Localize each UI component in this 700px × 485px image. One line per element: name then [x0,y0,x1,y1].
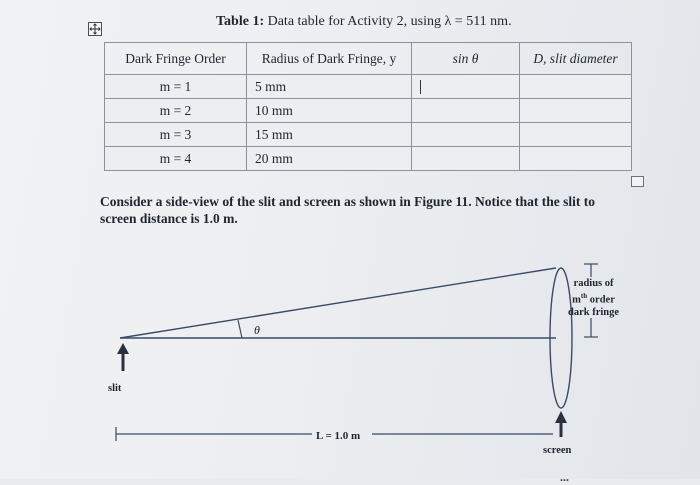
fringe-radius-label [568,278,619,319]
theta-label: θ [254,323,260,337]
slit-arrow-icon [117,343,129,371]
fringe-label-line3: dark fringe [568,306,620,318]
cell-order[interactable]: m = 4 [105,147,247,171]
table-caption-label: Table 1: [216,14,265,29]
header-dark-fringe-order[interactable]: Dark Fringe Order [105,43,247,75]
distance-label: L = 1.0 m [316,430,361,442]
paragraph-line: Consider a side-view of the slit and screen as shown in Figure 11. Notice that the slit to [100,194,595,209]
cutoff-text: ... [560,470,569,484]
cell-radius[interactable]: 10 mm [247,99,412,123]
header-radius[interactable]: Radius of Dark Fringe, y [247,43,412,75]
cell-radius[interactable]: 5 mm [247,75,412,99]
cell-order[interactable]: m = 3 [105,123,247,147]
screen-arrow-icon [555,411,567,437]
cell-order[interactable]: m = 1 [105,75,247,99]
cell-radius[interactable]: 15 mm [247,123,412,147]
cell-radius[interactable]: 20 mm [247,147,412,171]
cell-order[interactable]: m = 2 [105,99,247,123]
screen-label: screen [543,445,572,456]
header-sin-theta[interactable]: sin θ [412,43,520,75]
slit-label: slit [108,383,122,394]
fringe-label-line1: radius of [573,278,614,289]
table-caption-text: Data table for Activity 2, using λ = 511 nm. [264,14,512,29]
ray-to-fringe-line [120,268,556,338]
theta-marker-line [238,320,242,338]
paragraph-line: screen distance is 1.0 m. [100,211,238,226]
header-slit-diameter[interactable]: D, slit diameter [520,43,632,75]
fringe-label-line2: $m^{th}$ order [572,292,615,306]
